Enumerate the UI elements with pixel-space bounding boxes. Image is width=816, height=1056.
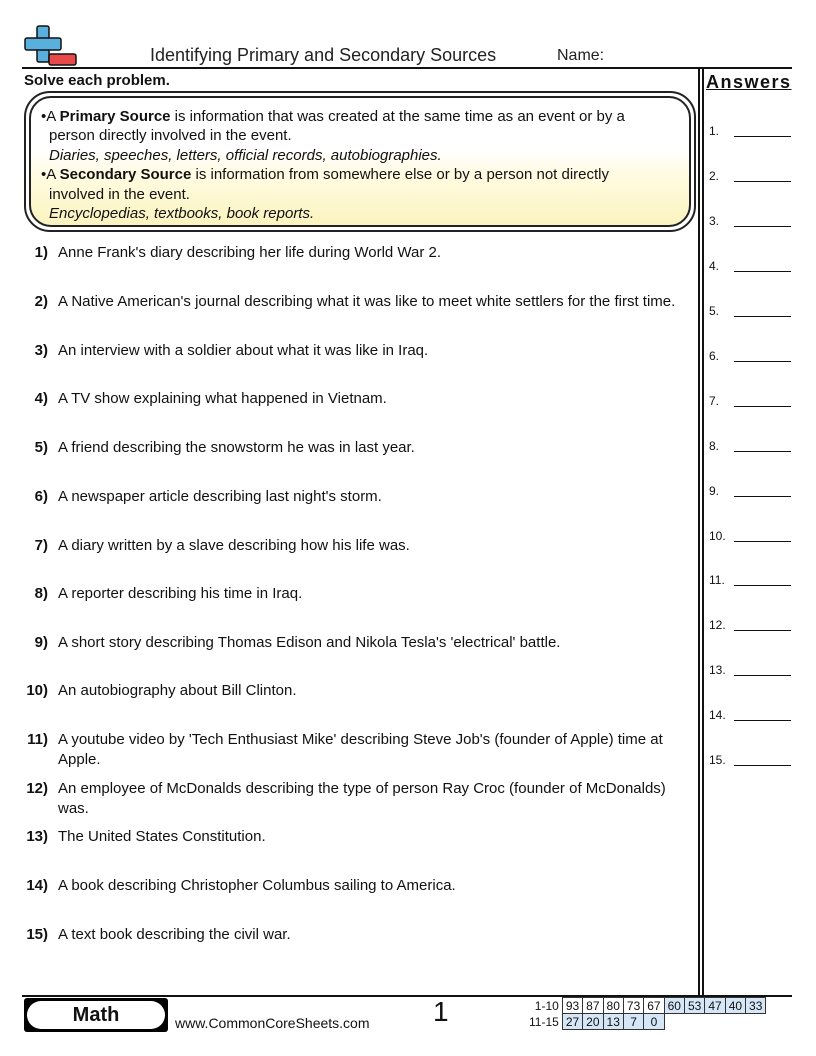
secondary-definition bbox=[41, 165, 677, 184]
subject-badge bbox=[24, 998, 168, 1032]
answer-column-divider-inner bbox=[702, 67, 704, 995]
question-text: The United States Constitution. bbox=[58, 828, 266, 845]
answer-line bbox=[734, 585, 791, 586]
answer-line bbox=[734, 720, 791, 721]
question-5 bbox=[24, 438, 694, 458]
score-row-1-10 bbox=[526, 998, 766, 1014]
answer-number: 3. bbox=[709, 214, 720, 228]
answer-line bbox=[734, 271, 791, 272]
answer-number: 13. bbox=[709, 663, 726, 677]
answer-line bbox=[734, 361, 791, 362]
score-cell: 0 bbox=[644, 1014, 664, 1030]
primary-def-line1: is information that was created at the same time as an event or by a bbox=[170, 108, 625, 125]
question-7 bbox=[24, 536, 694, 556]
question-text: An employee of McDonalds describing the type of person Ray Croc (founder of McDonalds) was. bbox=[58, 780, 666, 817]
answer-number: 10. bbox=[709, 529, 726, 543]
bullet: •A bbox=[41, 166, 60, 184]
score-cell: 87 bbox=[583, 998, 603, 1014]
score-cell: 93 bbox=[562, 998, 582, 1014]
question-3 bbox=[24, 341, 694, 361]
question-text: Anne Frank's diary describing her life during World War 2. bbox=[58, 244, 442, 261]
answers-heading: Answers bbox=[706, 72, 792, 92]
score-table bbox=[526, 997, 766, 1030]
question-number: 15) bbox=[26, 926, 48, 943]
answer-line bbox=[734, 316, 791, 317]
answer-line bbox=[734, 136, 791, 137]
score-cell: 33 bbox=[746, 998, 766, 1014]
answer-blank-9[interactable] bbox=[709, 482, 793, 502]
definition-box-inner bbox=[29, 96, 691, 227]
question-11 bbox=[24, 730, 694, 769]
answer-line bbox=[734, 675, 791, 676]
question-number: 9) bbox=[34, 634, 48, 651]
answer-line bbox=[734, 226, 791, 227]
question-number: 4) bbox=[34, 390, 48, 407]
question-number: 10) bbox=[26, 682, 48, 699]
question-number: 6) bbox=[34, 488, 48, 505]
logo-plus-minus-icon bbox=[22, 24, 78, 68]
question-text: A book describing Christopher Columbus sailing to America. bbox=[58, 877, 456, 894]
question-13 bbox=[24, 827, 694, 847]
answer-number: 1. bbox=[709, 124, 720, 138]
question-text: A TV show explaining what happened in Vietnam. bbox=[58, 390, 387, 407]
question-number: 3) bbox=[34, 342, 48, 359]
page-title: Identifying Primary and Secondary Sources bbox=[150, 45, 497, 65]
question-number: 5) bbox=[34, 439, 48, 456]
answer-blank-10[interactable] bbox=[709, 527, 793, 547]
question-number: 7) bbox=[34, 537, 48, 554]
score-cell: 7 bbox=[623, 1014, 643, 1030]
question-text: An interview with a soldier about what it was like in Iraq. bbox=[58, 342, 429, 359]
question-14 bbox=[24, 876, 694, 896]
primary-examples: Diaries, speeches, letters, official records, autobiographies. bbox=[49, 146, 442, 164]
score-cell: 67 bbox=[644, 998, 664, 1014]
question-text: A short story describing Thomas Edison and Nikola Tesla's 'electrical' battle. bbox=[58, 634, 561, 651]
question-10 bbox=[24, 681, 694, 701]
question-number: 12) bbox=[26, 780, 48, 797]
answer-blank-15[interactable] bbox=[709, 751, 793, 771]
secondary-def-line1: is information from somewhere else or by a person not directly bbox=[191, 166, 610, 184]
answer-line bbox=[734, 630, 791, 631]
answer-column-divider bbox=[698, 67, 700, 995]
question-text: A text book describing the civil war. bbox=[58, 926, 291, 943]
score-cell: 53 bbox=[684, 998, 704, 1014]
site-url: www.CommonCoreSheets.com bbox=[175, 1015, 370, 1031]
score-row-label: 11-15 bbox=[529, 1014, 559, 1029]
answer-blank-7[interactable] bbox=[709, 392, 793, 412]
answer-line bbox=[734, 496, 791, 497]
answer-blank-8[interactable] bbox=[709, 437, 793, 457]
answer-blank-1[interactable] bbox=[709, 122, 793, 142]
question-number: 1) bbox=[34, 244, 48, 261]
score-cell: 27 bbox=[562, 1014, 582, 1030]
answer-line bbox=[734, 541, 791, 542]
answer-blank-2[interactable] bbox=[709, 167, 793, 187]
answer-line bbox=[734, 451, 791, 452]
question-text: A reporter describing his time in Iraq. bbox=[58, 585, 303, 602]
secondary-examples: Encyclopedias, textbooks, book reports. bbox=[49, 205, 315, 223]
primary-def-line2: person directly involved in the event. bbox=[49, 127, 292, 145]
answer-number: 6. bbox=[709, 349, 720, 363]
answer-number: 15. bbox=[709, 753, 726, 767]
answer-blank-12[interactable] bbox=[709, 616, 793, 636]
score-cell: 60 bbox=[664, 998, 684, 1014]
score-row-11-15 bbox=[526, 1014, 766, 1030]
question-8 bbox=[24, 584, 694, 604]
answer-line bbox=[734, 765, 791, 766]
question-4 bbox=[24, 389, 694, 409]
secondary-def-line2: involved in the event. bbox=[49, 185, 190, 203]
score-cell: 80 bbox=[603, 998, 623, 1014]
answer-blank-13[interactable] bbox=[709, 661, 793, 681]
question-2 bbox=[24, 292, 694, 312]
question-number: 14) bbox=[26, 877, 48, 894]
score-cell: 47 bbox=[705, 998, 725, 1014]
answer-number: 5. bbox=[709, 304, 720, 318]
score-cell: 40 bbox=[725, 998, 745, 1014]
answer-blank-5[interactable] bbox=[709, 302, 793, 322]
answer-number: 12. bbox=[709, 618, 726, 632]
question-text: A diary written by a slave describing how his life was. bbox=[58, 537, 410, 554]
question-number: 8) bbox=[34, 585, 48, 602]
page-number: 1 bbox=[433, 996, 449, 1027]
question-number: 2) bbox=[34, 293, 48, 310]
secondary-term: Secondary Source bbox=[59, 166, 192, 184]
score-cell: 73 bbox=[623, 998, 643, 1014]
question-number: 13) bbox=[26, 828, 48, 845]
name-label: Name: bbox=[557, 47, 605, 64]
score-cell: 20 bbox=[583, 1014, 603, 1030]
header-divider bbox=[22, 67, 792, 69]
question-6 bbox=[24, 487, 694, 507]
answer-blank-11[interactable] bbox=[709, 571, 793, 591]
score-cell: 13 bbox=[603, 1014, 623, 1030]
question-15 bbox=[24, 925, 694, 945]
question-9 bbox=[24, 633, 694, 653]
question-12 bbox=[24, 779, 694, 818]
answer-number: 2. bbox=[709, 169, 720, 183]
answer-number: 4. bbox=[709, 259, 720, 273]
definition-box bbox=[24, 91, 696, 232]
answer-number: 9. bbox=[709, 484, 720, 498]
instructions: Solve each problem. bbox=[24, 72, 170, 89]
bullet: •A bbox=[41, 108, 60, 125]
primary-term: Primary Source bbox=[59, 108, 171, 125]
question-text: A newspaper article describing last night's storm. bbox=[58, 488, 382, 505]
answer-blank-3[interactable] bbox=[709, 212, 793, 232]
answer-line bbox=[734, 406, 791, 407]
answer-blank-4[interactable] bbox=[709, 257, 793, 277]
score-row-label: 1-10 bbox=[534, 998, 559, 1013]
answer-number: 7. bbox=[709, 394, 720, 408]
question-text: A Native American's journal describing what it was like to meet white settlers for the first time. bbox=[58, 293, 676, 310]
answer-number: 11. bbox=[709, 573, 725, 587]
question-1 bbox=[24, 243, 694, 263]
answer-blank-14[interactable] bbox=[709, 706, 793, 726]
question-text: A friend describing the snowstorm he was in last year. bbox=[58, 439, 415, 456]
answer-number: 8. bbox=[709, 439, 720, 453]
answer-blank-6[interactable] bbox=[709, 347, 793, 367]
question-text: An autobiography about Bill Clinton. bbox=[58, 682, 297, 699]
answer-number: 14. bbox=[709, 708, 726, 722]
primary-definition bbox=[41, 107, 677, 126]
question-number: 11) bbox=[27, 731, 48, 748]
answer-line bbox=[734, 181, 791, 182]
subject-label: Math bbox=[27, 1001, 165, 1029]
question-text: A youtube video by 'Tech Enthusiast Mike' describing Steve Job's (founder of Apple) time at Apple. bbox=[58, 731, 663, 768]
